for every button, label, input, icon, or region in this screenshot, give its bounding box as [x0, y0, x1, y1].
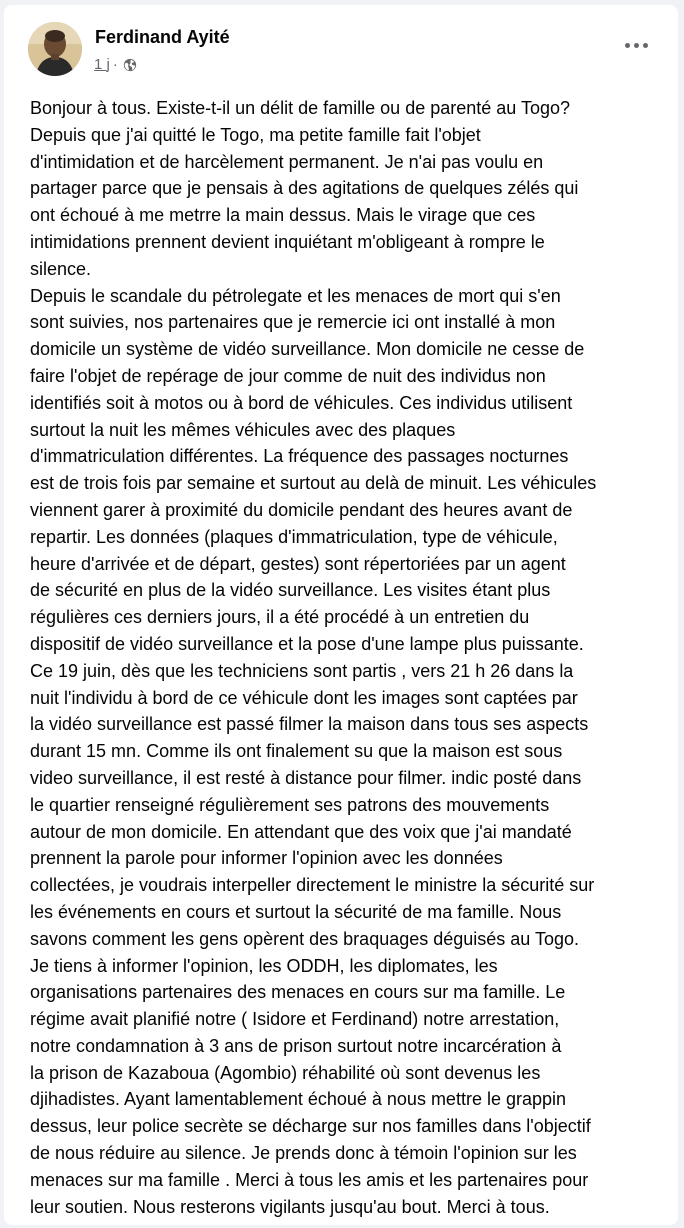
post-text-line: repartir. Les données (plaques d'immatriculation, type de véhicule,: [30, 526, 558, 547]
post-text-line: est de trois fois par semaine et surtout au delà de minuit. Les véhicules: [30, 473, 597, 494]
post-meta: [94, 56, 137, 73]
author-name[interactable]: Ferdinand Ayité: [95, 27, 230, 47]
globe-icon[interactable]: [123, 58, 137, 72]
post-card: [4, 5, 678, 1225]
post-text-line: ont échoué à me metrre la main dessus. Mais le virage que ces: [30, 205, 536, 226]
post-text-line: dispositif de vidéo surveillance et la pose d'une lampe plus puissante.: [30, 633, 584, 654]
post-text-line: le quartier renseigné régulièrement ses patrons des mouvements: [30, 794, 550, 815]
avatar[interactable]: [28, 22, 82, 76]
post-text-line: organisations partenaires des menaces en cours sur ma famille. Le: [30, 982, 566, 1003]
post-body: [30, 95, 660, 1220]
post-text-line: d'intimidation et de harcèlement permanent. Je n'ai pas voulu en: [30, 151, 544, 172]
more-dot: [643, 43, 648, 48]
post-text-line: intimidations prennent devient inquiétant m'obligeant à rompre le: [30, 231, 545, 252]
post-text-line: durant 15 mn. Comme ils ont finalement su que la maison est sous: [30, 741, 563, 762]
post-text-line: savons comment les gens opèrent des braquages déguisés au Togo.: [30, 928, 580, 949]
post-text-line: autour de mon domicile. En attendant que des voix que j'ai mandaté: [30, 821, 572, 842]
post-text-line: silence.: [30, 258, 92, 279]
post-text-line: domicile un système de vidéo surveillance. Mon domicile ne cesse de: [30, 339, 585, 360]
post-text-line: régime avait planifié notre ( Isidore et Ferdinand) notre arrestation,: [30, 1009, 560, 1030]
post-text-line: menaces sur ma famille . Merci à tous les amis et les partenaires pour: [30, 1169, 589, 1190]
post-text-line: video surveillance, il est resté à distance pour filmer. indic posté dans: [30, 767, 582, 788]
post-text-line: djihadistes. Ayant lamentablement échoué à nous mettre le grappin: [30, 1089, 567, 1110]
post-timestamp[interactable]: 1 j: [94, 56, 110, 73]
post-text-line: sont suivies, nos partenaires que je remercie ici ont installé à mon: [30, 312, 556, 333]
post-text-line: de sécurité en plus de la vidéo surveillance. Les visites étant plus: [30, 580, 551, 601]
post-text-line: Bonjour à tous. Existe-t-il un délit de famille ou de parenté au Togo?: [30, 98, 570, 118]
more-options-icon[interactable]: [618, 33, 654, 57]
post-text-line: la prison de Kazaboua (Agombio) réhabilité où sont devenus les: [30, 1062, 541, 1083]
post-text-line: collectées, je voudrais interpeller directement le ministre la sécurité sur: [30, 875, 595, 896]
post-text-line: notre condamnation à 3 ans de prison surtout notre incarcération à: [30, 1035, 562, 1056]
more-dot: [634, 43, 639, 48]
post-text-line: Depuis que j'ai quitté le Togo, ma petite famille fait l'objet: [30, 124, 481, 145]
post-text-line: surtout la nuit les mêmes véhicules avec des plaques: [30, 419, 456, 440]
post-text-line: de nous réduire au silence. Je prends donc à témoin l'opinion sur les: [30, 1143, 577, 1164]
post-text-line: partager parce que je pensais à des agitations de quelques zélés qui: [30, 178, 579, 199]
post-text-line: dessus, leur police secrète se décharge sur nos familles dans l'objectif: [30, 1116, 591, 1137]
post-text-line: heure d'arrivée et de départ, gestes) sont répertoriées par un agent: [30, 553, 566, 574]
post-text-line: faire l'objet de repérage de jour comme de nuit des individus non: [30, 365, 546, 386]
post-text-line: Depuis le scandale du pétrolegate et les menaces de mort qui s'en: [30, 285, 561, 306]
post-text-line: d'immatriculation différentes. La fréquence des passages nocturnes: [30, 446, 569, 467]
avatar-photo: [28, 22, 82, 76]
post-text-line: Ce 19 juin, dès que les techniciens sont partis , vers 21 h 26 dans la: [30, 660, 574, 681]
post-text-line: viennent garer à proximité du domicile pendant des heures avant de: [30, 499, 573, 520]
post-text-line: Je tiens à informer l'opinion, les ODDH, les diplomates, les: [30, 955, 498, 976]
post-text-line: prennent la parole pour informer l'opinion avec les données: [30, 848, 503, 869]
more-dot: [625, 43, 630, 48]
meta-separator: ·: [112, 56, 118, 73]
post-text-line: la vidéo surveillance est passé filmer la maison dans tous ses aspects: [30, 714, 589, 735]
post-text-line: régulières ces derniers jours, il a été procédé à un entretien du: [30, 607, 530, 628]
post-header: [4, 5, 678, 85]
post-text-line: leur soutien. Nous resterons vigilants jusqu'au bout. Merci à tous.: [30, 1196, 550, 1217]
post-text-line: nuit l'individu à bord de ce véhicule dont les images sont captées par: [30, 687, 578, 708]
post-text-line: les événements en cours et surtout la sécurité de ma famille. Nous: [30, 901, 562, 922]
post-text-line: identifiés soit à motos ou à bord de véhicules. Ces individus utilisent: [30, 392, 573, 413]
